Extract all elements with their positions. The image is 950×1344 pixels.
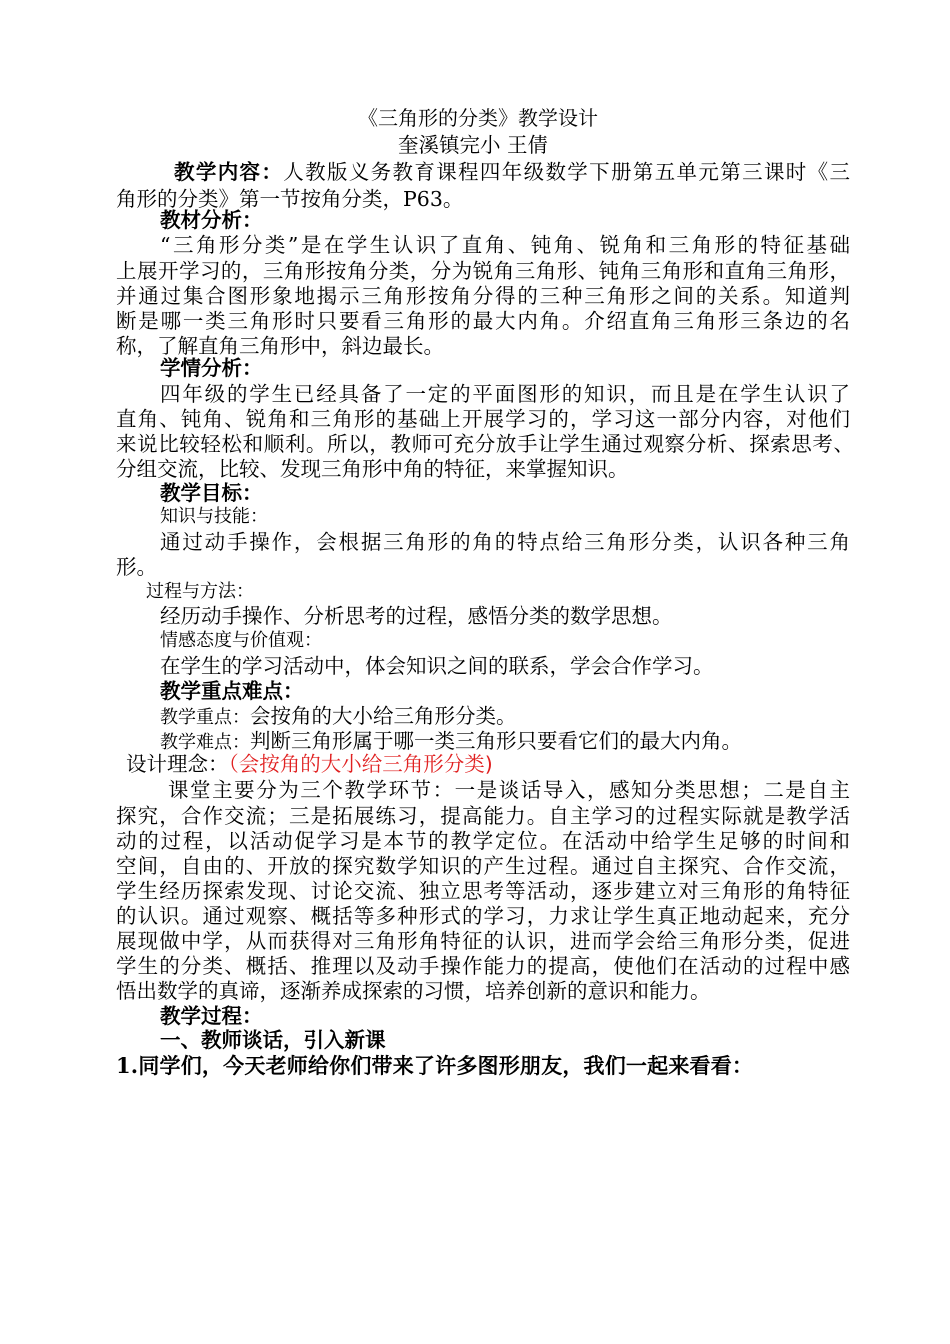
goals-heading: 教学目标： xyxy=(160,481,263,505)
difficult-text: 判断三角形属于哪一类三角形只要看它们的最大内角。 xyxy=(250,729,742,753)
emotion-text: 在学生的学习活动中，体会知识之间的联系，学会合作学习。 xyxy=(160,654,714,678)
students-heading: 学情分析： xyxy=(160,356,263,380)
concept-line-9: 悟出数学的真谛，逐渐养成探索的习惯，培养创新的意识和能力。 xyxy=(116,979,711,1003)
concept-line-3: 动的过程，以活动促学习是本节的教学定位。在活动中给学生足够的时间和 xyxy=(116,829,850,853)
content-line-1 xyxy=(174,158,850,186)
process-item-1: 1.同学们，今天老师给你们带来了许多图形朋友，我们一起来看看： xyxy=(116,1053,754,1078)
concept-line-6: 的认识。通过观察、概括等多种形式的学习，力求让学生真正地动起来，充分 xyxy=(116,904,850,928)
process-heading: 教学过程： xyxy=(160,1004,263,1028)
concept-line-7: 展现做中学，从而获得对三角形角特征的认识，进而学会给三角形分类，促进 xyxy=(116,929,850,953)
knowledge-line-2: 形。 xyxy=(116,555,157,579)
concept-line-4: 空间，自由的、开放的探究数学知识的产生过程。通过自主探究、合作交流， xyxy=(116,854,850,878)
document-author: 奎溪镇完小 王倩 xyxy=(398,133,549,157)
concept-line-1: 课堂主要分为三个教学环节：一是谈话导入，感知分类思想；二是自主 xyxy=(168,778,850,802)
concept-line-2: 探究，合作交流；三是拓展练习，提高能力。自主学习的过程实际就是教学活 xyxy=(116,804,850,828)
process-section-1: 一、教师谈话，引入新课 xyxy=(160,1028,386,1052)
concept-label: 设计理念： xyxy=(126,752,229,776)
process-text: 经历动手操作、分析思考的过程，感悟分类的数学思想。 xyxy=(160,604,673,628)
knowledge-line-1: 通过动手操作，会根据三角形的角的特点给三角形分类，认识各种三角 xyxy=(160,530,850,554)
students-line-2: 直角、钝角、锐角和三角形的基础上开展学习的，学习这一部分内容，对他们 xyxy=(116,407,850,431)
students-line-3: 来说比较轻松和顺利。所以，教师可充分放手让学生通过观察分析、探索思考、 xyxy=(116,432,854,456)
students-line-1: 四年级的学生已经具备了一定的平面图形的知识，而且是在学生认识了 xyxy=(160,382,850,406)
material-line-4: 断是哪一类三角形时只要看三角形的最大内角。介绍直角三角形三条边的名 xyxy=(116,309,850,333)
concept-line-5: 学生经历探索发现、讨论交流、独立思考等活动，逐步建立对三角形的角特征 xyxy=(116,879,850,903)
material-heading: 教材分析： xyxy=(160,208,263,232)
concept-highlight: （会按角的大小给三角形分类) xyxy=(228,752,493,776)
concept-line-8: 学生的分类、概括、推理以及动手操作能力的提高，使他们在活动的过程中感 xyxy=(116,954,850,978)
material-line-2: 上展开学习的，三角形按角分类，分为锐角三角形、钝角三角形和直角三角形， xyxy=(116,259,850,283)
key-text: 会按角的大小给三角形分类。 xyxy=(250,704,517,728)
content-text-1: 人教版义务教育课程四年级数学下册第五单元第三课时《三 xyxy=(283,160,850,184)
material-line-3: 并通过集合图形象地揭示三角形按角分得的三种三角形之间的关系。知道判 xyxy=(116,284,850,308)
concept-title xyxy=(126,750,493,778)
content-line-2: 角形的分类》第一节按角分类，P63。 xyxy=(116,187,464,211)
emotion-label: 情感态度与价值观： xyxy=(160,630,322,651)
content-label: 教学内容： xyxy=(174,160,284,184)
material-line-1: “三角形分类”是在学生认识了直角、钝角、锐角和三角形的特征基础 xyxy=(160,233,850,257)
keypoints-heading: 教学重点难点： xyxy=(160,679,304,703)
difficult-label: 教学难点： xyxy=(160,732,250,753)
knowledge-label: 知识与技能： xyxy=(160,506,268,527)
process-label: 过程与方法： xyxy=(146,581,254,602)
students-line-4: 分组交流，比较、发现三角形中角的特征，来掌握知识。 xyxy=(116,457,629,481)
document-title: 《三角形的分类》教学设计 xyxy=(358,106,598,130)
material-line-5: 称，了解直角三角形中，斜边最长。 xyxy=(116,334,444,358)
key-label: 教学重点： xyxy=(160,707,250,728)
